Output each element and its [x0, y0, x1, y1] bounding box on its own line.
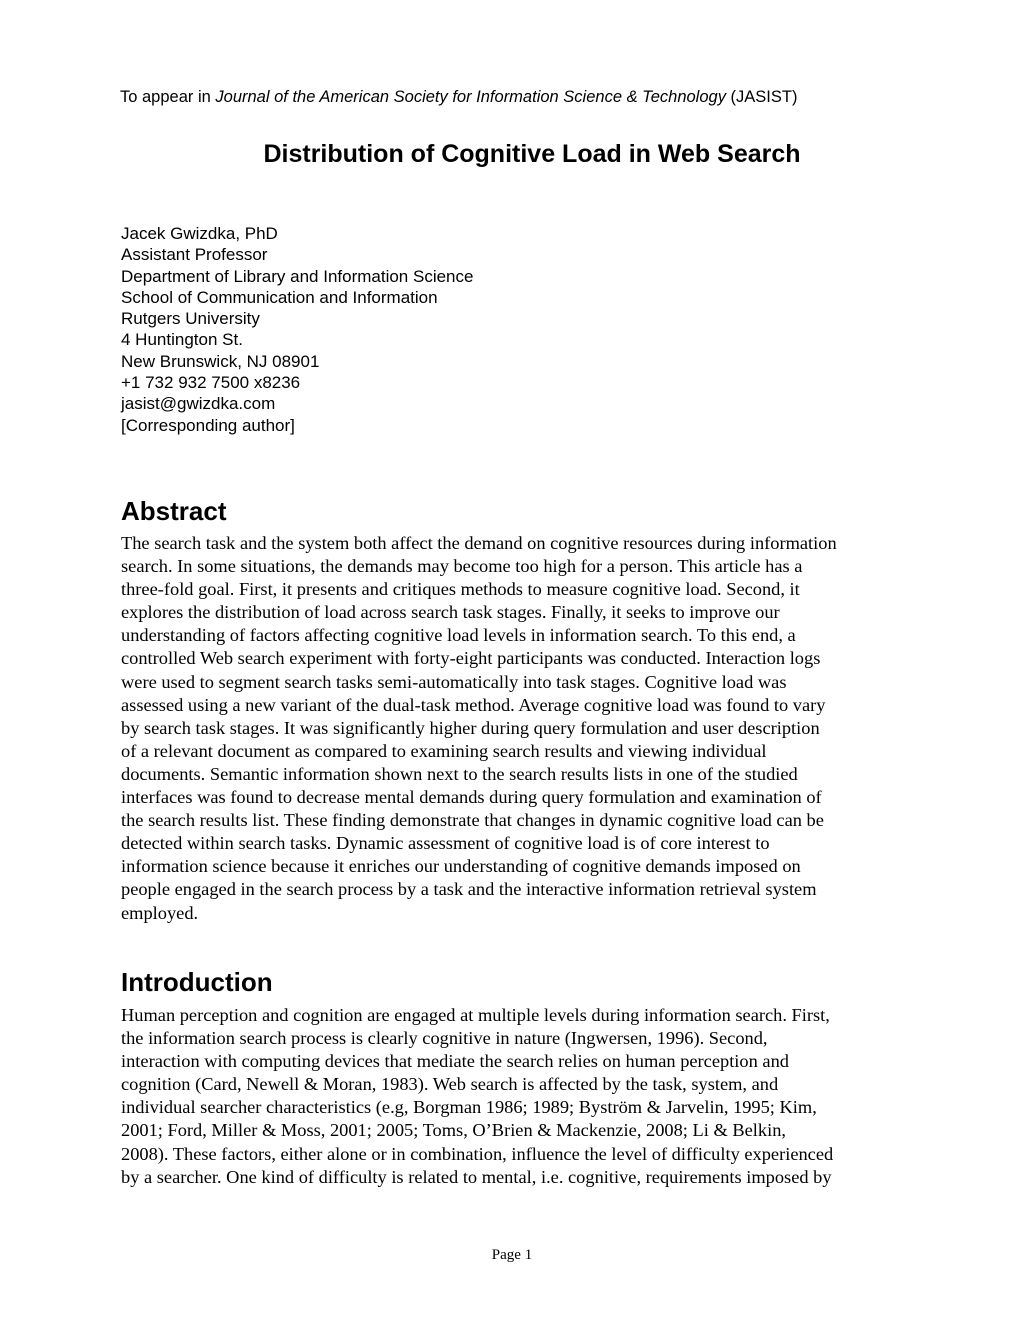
author-city: New Brunswick, NJ 08901 [121, 351, 320, 371]
author-university: Rutgers University [121, 309, 260, 329]
journal-name: Journal of the American Society for Information Science & Technology [215, 88, 726, 106]
abstract-line: information science because it enriches our understanding of cognitive demands imposed on [121, 856, 801, 877]
introduction-line: individual searcher characteristics (e.g, Borgman 1986; 1989; Byström & Jarvelin, 1995; Kim, [121, 1097, 817, 1118]
abstract-line: The search task and the system both affect the demand on cognitive resources during information [121, 533, 837, 553]
introduction-line: 2008). These factors, either alone or in combination, influence the level of difficulty experienced [121, 1143, 834, 1164]
corresponding-author-note: [Corresponding author] [121, 415, 295, 435]
abstract-line: people engaged in the search process by a task and the interactive information retrieval system [121, 879, 817, 900]
abstract-line: employed. [121, 902, 199, 923]
abstract-line: by search task stages. It was significantly higher during query formulation and user description [121, 717, 820, 738]
author-department: Department of Library and Information Science [121, 266, 474, 286]
running-head-prefix: To appear in [120, 88, 216, 106]
author-position: Assistant Professor [121, 245, 268, 265]
author-street: 4 Huntington St. [121, 330, 243, 350]
abstract-heading: Abstract [121, 496, 227, 526]
introduction-line: Human perception and cognition are engaged at multiple levels during information search. First, [121, 1005, 830, 1025]
author-block [121, 223, 473, 436]
page-number: Page 1 [491, 1247, 533, 1263]
abstract-body [121, 532, 921, 925]
abstract-line: assessed using a new variant of the dual-task method. Average cognitive load was found to vary [121, 694, 826, 715]
introduction-line: cognition (Card, Newell & Moran, 1983). Web search is affected by the task, system, and [121, 1074, 779, 1095]
running-head-suffix: (JASIST) [725, 88, 798, 106]
introduction-heading: Introduction [121, 967, 273, 997]
introduction-line: the information search process is clearly cognitive in nature (Ingwersen, 1996). Second, [121, 1028, 768, 1049]
abstract-line: detected within search tasks. Dynamic assessment of cognitive load is of core interest to [121, 833, 770, 854]
introduction-line: interaction with computing devices that mediate the search relies on human perception and [121, 1051, 789, 1072]
abstract-line: explores the distribution of load across search task stages. Finally, it seeks to improve our [121, 602, 780, 623]
running-head [120, 88, 797, 107]
paper-title: Distribution of Cognitive Load in Web Search [263, 140, 801, 168]
author-school: School of Communication and Information [121, 287, 438, 307]
abstract-line: controlled Web search experiment with forty-eight participants was conducted. Interaction logs [121, 648, 821, 669]
introduction-line: 2001; Ford, Miller & Moss, 2001; 2005; Toms, O’Brien & Mackenzie, 2008; Li & Belkin, [121, 1120, 786, 1141]
abstract-line: of a relevant document as compared to examining search results and viewing individual [121, 740, 767, 761]
abstract-line: were used to segment search tasks semi-automatically into task stages. Cognitive load was [121, 671, 787, 692]
author-name: Jacek Gwizdka, PhD [121, 224, 278, 243]
abstract-line: search. In some situations, the demands may become too high for a person. This article has a [121, 556, 803, 577]
author-phone: +1 732 932 7500 x8236 [121, 373, 301, 393]
abstract-line: interfaces was found to decrease mental demands during query formulation and examination of [121, 787, 822, 808]
abstract-line: documents. Semantic information shown next to the search results lists in one of the studied [121, 763, 798, 784]
introduction-line: by a searcher. One kind of difficulty is related to mental, i.e. cognitive, requirements imposed by [121, 1166, 832, 1187]
abstract-line: understanding of factors affecting cognitive load levels in information search. To this end, a [121, 625, 796, 646]
abstract-line: the search results list. These finding demonstrate that changes in dynamic cognitive load can be [121, 810, 824, 831]
abstract-line: three-fold goal. First, it presents and critiques methods to measure cognitive load. Second, it [121, 579, 800, 600]
author-email: jasist@gwizdka.com [121, 394, 276, 414]
introduction-body [121, 1004, 921, 1189]
